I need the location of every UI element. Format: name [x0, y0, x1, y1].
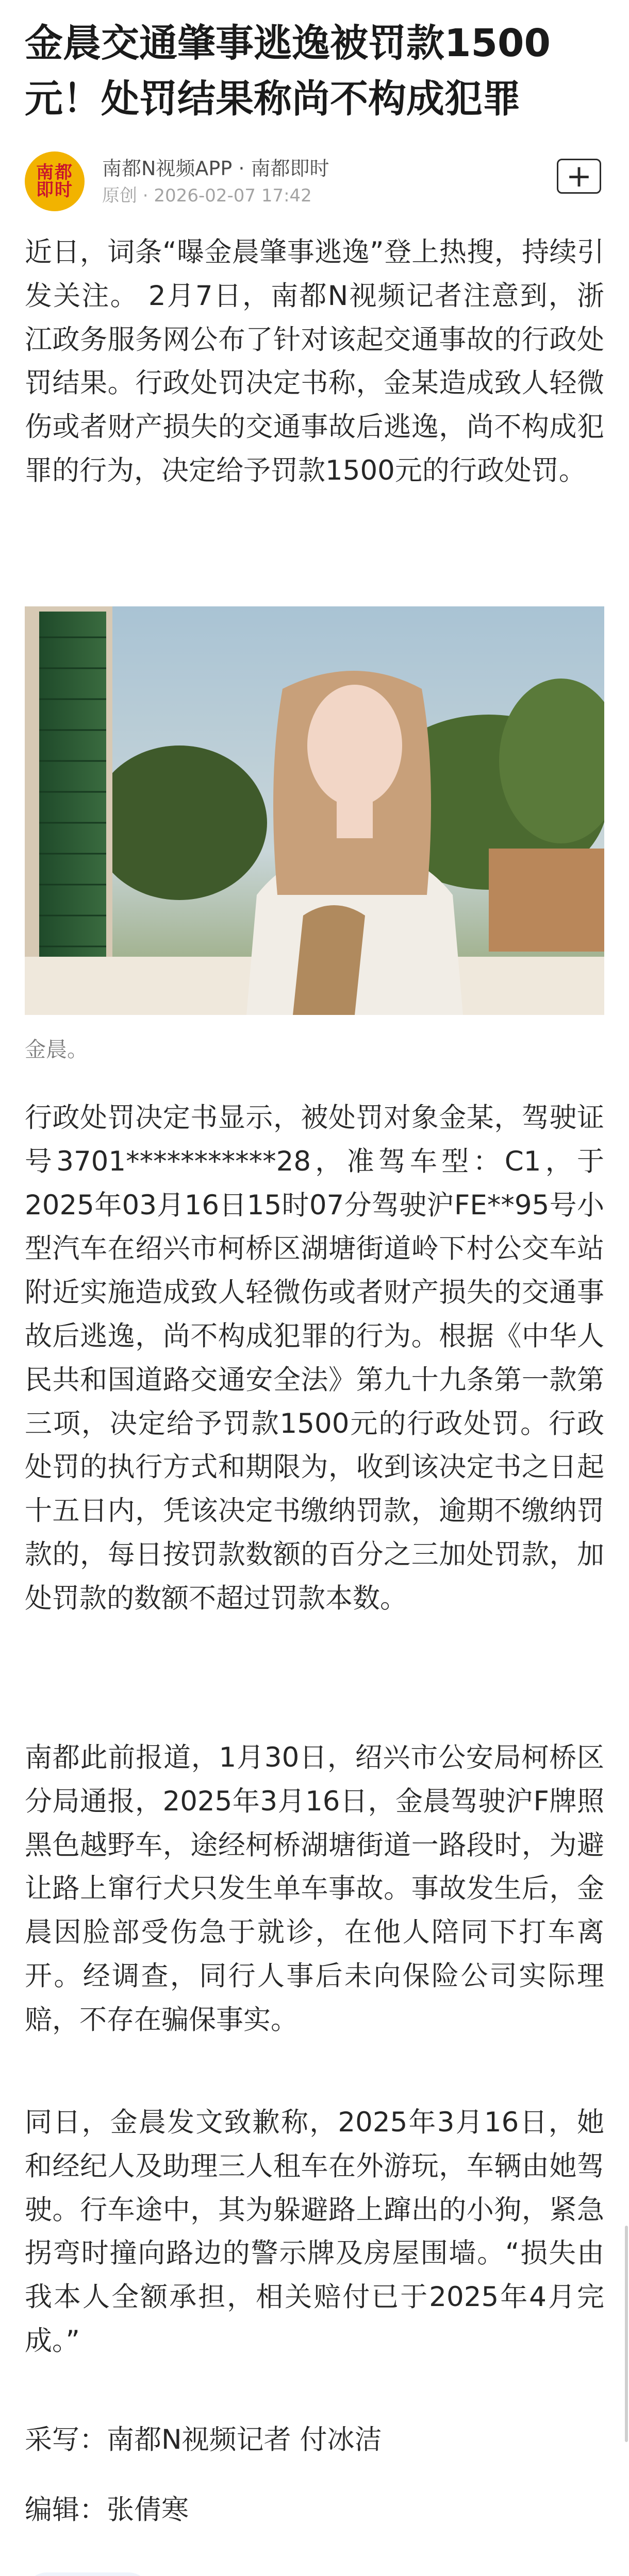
- paragraph-intro: 近日，词条“曝金晨肇事逃逸”登上热搜，持续引发关注。 2月7日，南都N视频记者注意到，浙江政务服务网公布了针对该起交通事故的行政处罚结果。行政处罚决定书称，金某造成致人轻微伤或者财产损失的交通事故后逃逸，尚不构成犯罪的行为，决定给予罚款1500元的行政处罚。: [25, 236, 604, 486]
- topic-tag[interactable]: [25, 2572, 151, 2576]
- follow-button[interactable]: +: [557, 159, 601, 194]
- photo-caption: 金晨。: [25, 1037, 88, 1062]
- photo-illustration: [25, 606, 604, 1015]
- paragraph-previous-report: 南都此前报道，1月30日，绍兴市公安局柯桥区分局通报，2025年3月16日，金晨驾驶沪F牌照黑色越野车，途经柯桥湖塘街道一路段时，为避让路上窜行犬只发生单车事故。事故发生后，金晨因脸部受伤急于就诊，在他人陪同下打车离开。经调查，同行人事后未向保险公司实际理赔，不存在骗保事实。: [25, 1742, 604, 2036]
- avatar-text-bottom: 即时: [36, 180, 73, 200]
- scrollbar-thumb[interactable]: [625, 2226, 628, 2442]
- publisher-avatar[interactable]: [25, 151, 85, 211]
- article-title: 金晨交通肇事逃逸被罚款1500元！处罚结果称尚不构成犯罪: [25, 21, 551, 122]
- publish-meta: 原创 · 2026-02-07 17:42: [102, 185, 312, 206]
- paragraph-decision: 行政处罚决定书显示，被处罚对象金某，驾驶证号3701***********28，准驾车型：C1，于2025年03月16日15时07分驾驶沪FE**95号小型汽车在绍兴市柯桥区湖塘街道岭下村公交车站附近实施造成致人轻微伤或者财产损失的交通事故后逃逸，尚不构成犯罪的行为。根据《中华人民共和国道路交通安全法》第九十九条第一款第三项，决定给予罚款1500元的行政处罚。行政处罚的执行方式和期限为，收到该决定书之日起十五日内，凭该决定书缴纳罚款，逾期不缴纳罚款的，每日按罚款数额的百分之三加处罚款，加处罚款的数额不超过罚款本数。: [25, 1102, 604, 1614]
- reporter-credit: 采写：南都N视频记者 付冰洁: [25, 2424, 382, 2455]
- avatar-text-top: 南都: [36, 162, 73, 183]
- publisher-name[interactable]: 南都N视频APP · 南都即时: [102, 157, 329, 180]
- editor-credit: 编辑：张倩寒: [25, 2494, 189, 2526]
- paragraph-apology: 同日，金晨发文致歉称，2025年3月16日，她和经纪人及助理三人租车在外游玩，车辆由她驾驶。行车途中，其为躲避路上蹿出的小狗，紧急拐弯时撞向路边的警示牌及房屋围墙。“损失由我本人全额承担，相关赔付已于2025年4月完成。”: [25, 2107, 604, 2357]
- article-photo: [25, 606, 604, 1015]
